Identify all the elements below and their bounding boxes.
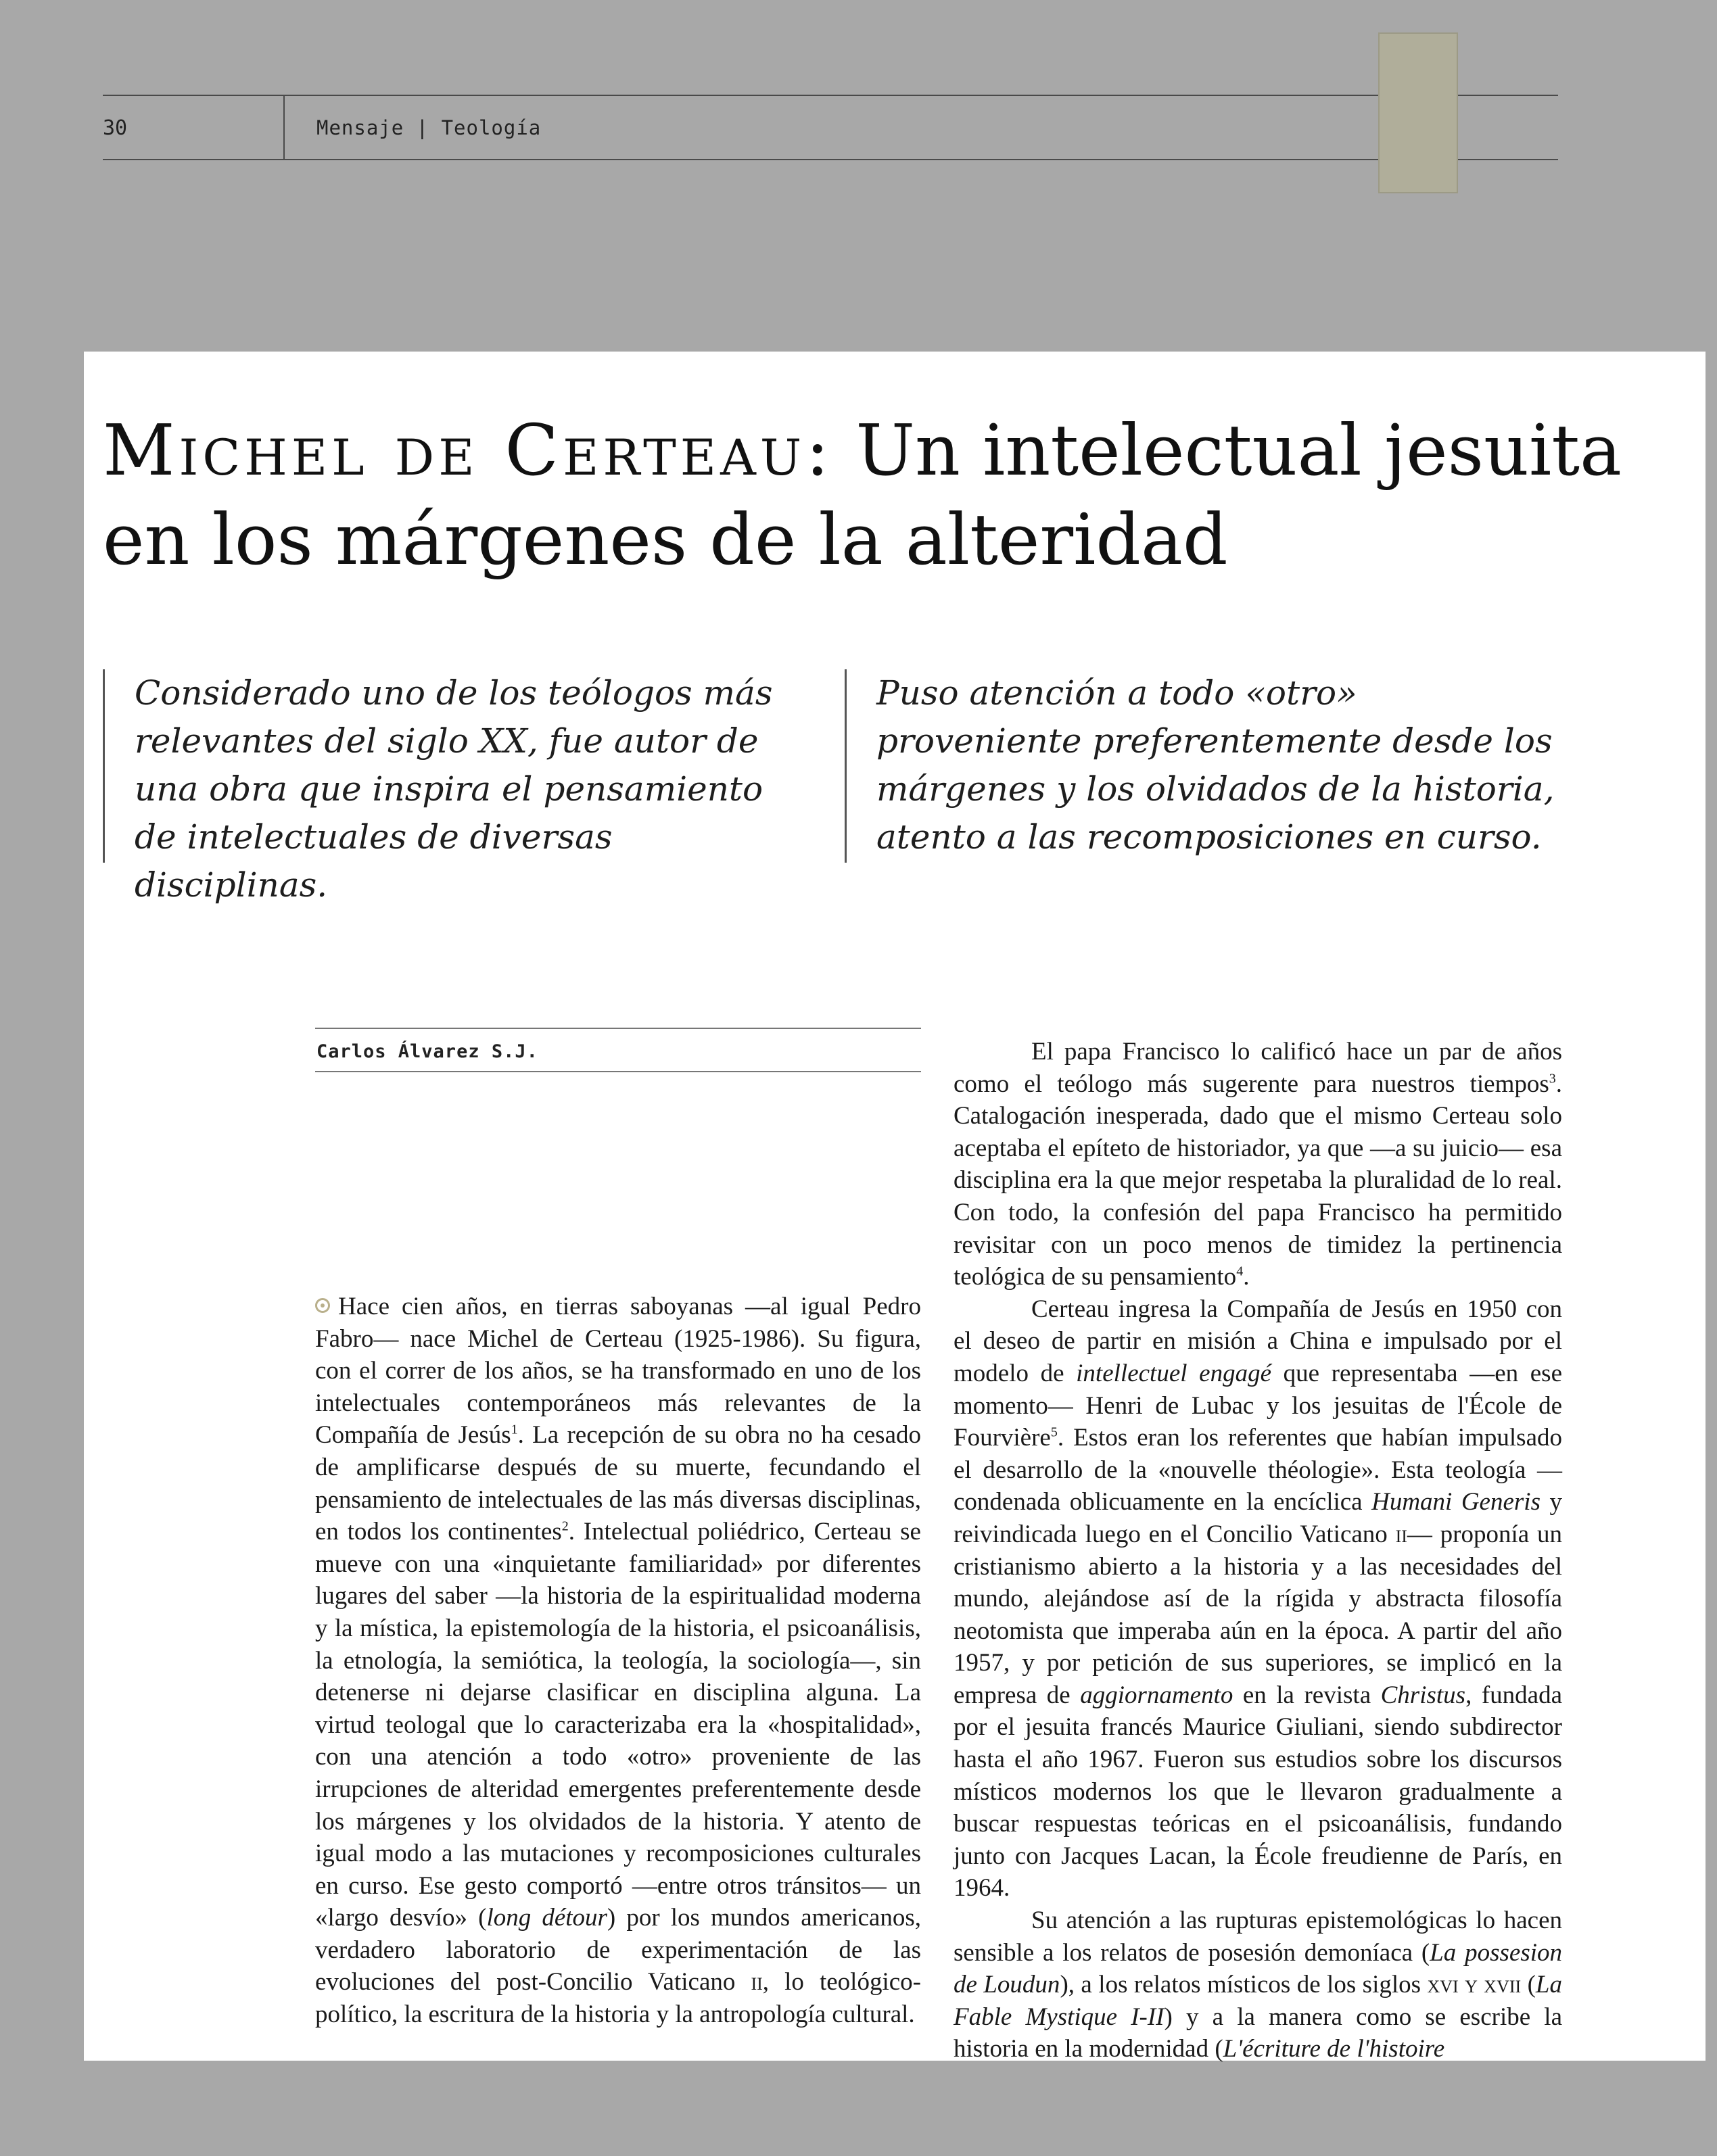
- footnote-ref: 5: [1050, 1424, 1058, 1440]
- text-run: .: [1243, 1263, 1250, 1291]
- italic-term: Humani Generis: [1371, 1488, 1540, 1516]
- title-rest: Un intelectual jesuita en los márgenes de la alteridad: [103, 409, 1622, 581]
- roman-numeral: xvi y xvii: [1427, 1971, 1522, 1999]
- roman-numeral: ii: [1395, 1520, 1407, 1548]
- italic-term: aggiornamento: [1080, 1681, 1233, 1709]
- italic-term: La Fable Mystique I-II: [954, 1971, 1562, 2031]
- pullquote-left: Considerado uno de los teólogos más relevantes del siglo XX, fue autor de una obra que inspira el pensamiento de intelectuales de diversas disciplinas.: [103, 669, 786, 863]
- text-run: . La recepción de su obra no ha cesado de amplificarse después de su muerte, fecundando el pensamiento de intelectuales de las más diversas disciplinas, en todos los continentes: [315, 1421, 921, 1546]
- author-byline: Carlos Álvarez S.J.: [316, 1041, 538, 1062]
- text-run: que representaba —en ese momento— Henri de Lubac y los jesuitas de l'École de Fourvière: [954, 1359, 1563, 1452]
- text-run: . Intelectual poliédrico, Certeau se mueve con una «inquietante familiaridad» por diferentes lugares del saber —la historia de la espiritualidad moderna y la mística, la epistemología de la historia, el psicoanálisis, la etnología, la semiótica, la teología, la sociología—, sin detenerse ni dejarse clasificar en disciplina alguna. La virtud teologal que lo caracterizaba era la «hospitalidad», con una atención a todo «otro» proveniente de las irrupciones de alteridad emergentes preferentemente desde los márgenes y los olvidados de la historia. Y atento de igual modo a las mutaciones y recomposiciones culturales en curso. Ese gesto comportó —entre otros tránsitos— un «largo desvío» (: [315, 1518, 921, 1932]
- italic-term: long détour: [486, 1904, 607, 1932]
- footnote-ref: 3: [1549, 1071, 1556, 1086]
- text-run: ) por los mundos americanos, verdadero laboratorio de experimentación de las evoluciones del post-Concilio Vaticano: [315, 1904, 921, 1996]
- section-start-icon: [315, 1298, 330, 1313]
- page-number: 30: [103, 116, 128, 140]
- body-column-right: [954, 1036, 1562, 2065]
- italic-term: Christus: [1380, 1681, 1466, 1709]
- section-label: Mensaje | Teología: [316, 116, 542, 139]
- footnote-ref: 2: [561, 1518, 569, 1534]
- byline-rule-top: [315, 1028, 921, 1029]
- text-run: (: [1521, 1971, 1536, 1999]
- text-run: Certeau ingresa la Compañía de Jesús en 1950 con el deseo de partir en misión a China e impulsado por el modelo de: [954, 1295, 1562, 1387]
- italic-term: La possesion de Loudun: [954, 1938, 1563, 1999]
- italic-term: intellectuel engagé: [1076, 1359, 1271, 1387]
- footnote-ref: 4: [1236, 1264, 1244, 1279]
- roman-numeral: ii: [751, 1968, 763, 1996]
- text-run: El papa Francisco lo calificó hace un par de años como el teólogo más sugerente para nuestros tiempos: [954, 1038, 1562, 1098]
- text-run: , fundada por el jesuita francés Maurice Giuliani, siendo subdirector hasta el año 1967. Fueron sus estudios sobre los discursos místicos modernos los que le llevaron gradualmente a buscar respuestas teóricas en el psicoanálisis, fundando junto con Jacques Lacan, la École freudienne de París, en 1964.: [954, 1681, 1562, 1902]
- text-run: . Estos eran los referentes que habían impulsado el desarrollo de la «nouvelle théologie». Esta teología —condenada oblicuamente en la encíclica: [954, 1424, 1562, 1516]
- text-run: en la revista: [1233, 1681, 1381, 1709]
- text-run: , lo teológico-político, la escritura de la historia y la antropología cultural.: [315, 1968, 921, 2029]
- body-column-left: [315, 1291, 921, 2031]
- text-run: ), a los relatos místicos de los siglos: [1060, 1971, 1428, 1999]
- header-rule-top: [103, 95, 1558, 96]
- text-run: y reivindicada luego en el Concilio Vaticano: [954, 1488, 1562, 1548]
- article-title: [103, 406, 1624, 584]
- text-run: ) y a la manera como se escribe la historia en la modernidad (: [954, 2003, 1562, 2063]
- text-run: Su atención a las rupturas epistemológicas lo hacen sensible a los relatos de posesión demoníaca (: [954, 1907, 1562, 1967]
- pullquote-right: Puso atención a todo «otro» proveniente preferentemente desde los márgenes y los olvidados de la historia, atento a las recomposiciones en curso.: [845, 669, 1561, 863]
- text-run: — proponía un cristianismo abierto a la historia y a las necesidades del mundo, alejándose así de la rígida y abstracta filosofía neotomista que imperaba aún en la época. A partir del año 1957, y por petición de sus superiores, se implicó en la empresa de: [954, 1520, 1562, 1709]
- header-divider: [283, 95, 285, 160]
- text-run: Hace cien años, en tierras saboyanas —al igual Pedro Fabro— nace Michel de Certeau (1925-1986). Su figura, con el correr de los años, se ha transformado en uno de los intelectuales contemporáneos más relevantes de la Compañía de Jesús: [315, 1293, 921, 1450]
- body-paragraph: [954, 1293, 1562, 1905]
- byline-rule-bottom: [315, 1071, 921, 1072]
- section-tab-marker: [1378, 32, 1458, 193]
- title-name: Michel de Certeau:: [103, 409, 834, 492]
- body-paragraph: [954, 1036, 1562, 1293]
- header-rule-bottom: [103, 159, 1558, 160]
- body-paragraph: [315, 1291, 921, 2031]
- text-run: . Catalogación inesperada, dado que el mismo Certeau solo aceptaba el epíteto de historiador, ya que —a su juicio— esa disciplina era la que mejor respetaba la pluralidad de lo real. Con todo, la confesión del papa Francisco ha permitido revisitar con un poco menos de timidez la pertinencia teológica de su pensamiento: [954, 1070, 1562, 1291]
- body-paragraph: [954, 1905, 1562, 2065]
- footnote-ref: 1: [511, 1422, 518, 1438]
- italic-term: L'écriture de l'histoire: [1223, 2035, 1445, 2063]
